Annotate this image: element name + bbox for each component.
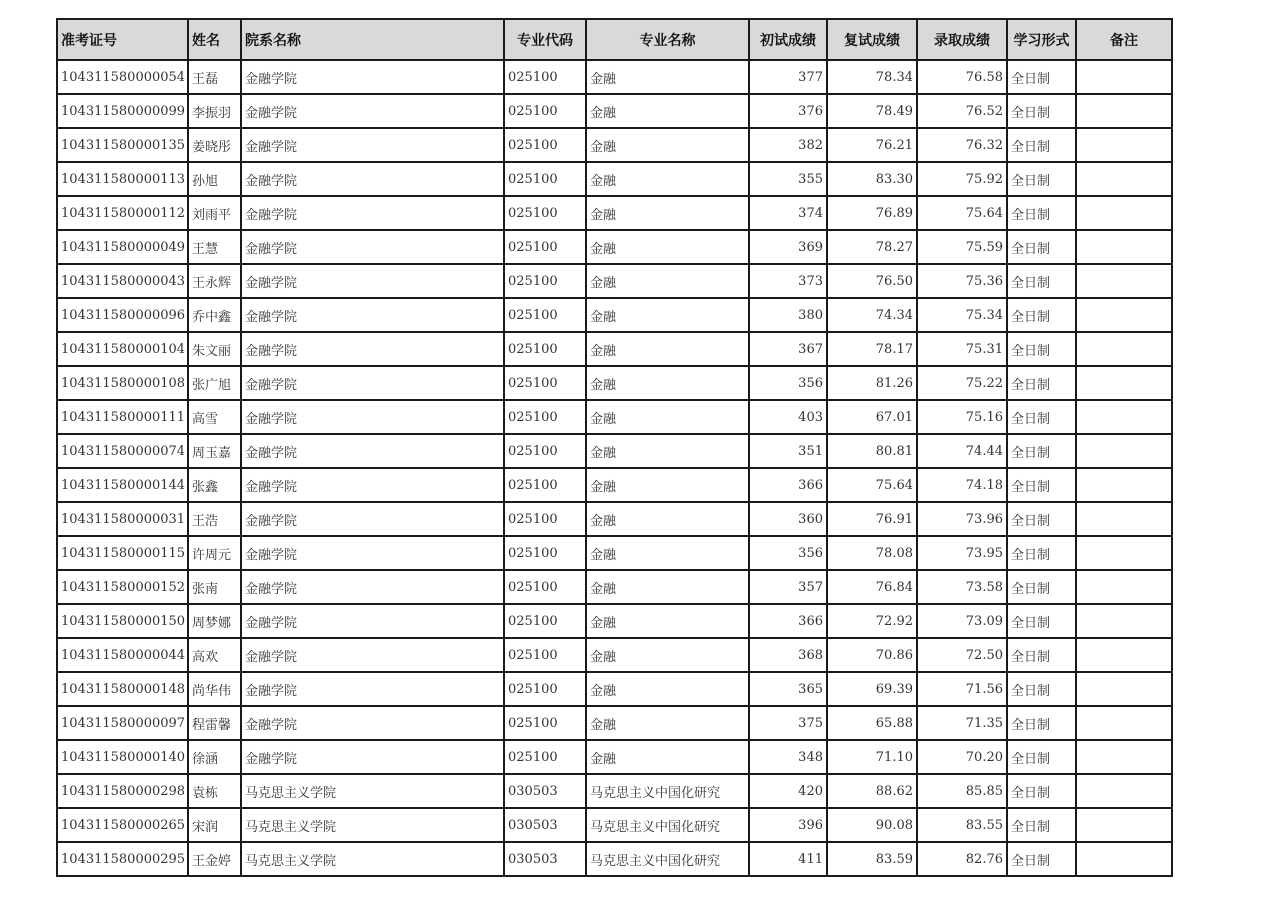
cell-retest-score: 83.30 <box>827 162 917 196</box>
cell-notes <box>1076 434 1172 468</box>
table-row <box>57 740 1172 774</box>
cell-initial-score: 377 <box>749 60 827 94</box>
cell-major-name: 金融 <box>586 706 749 740</box>
cell-study-mode: 全日制 <box>1007 706 1076 740</box>
cell-notes <box>1076 570 1172 604</box>
cell-initial-score: 376 <box>749 94 827 128</box>
cell-major-code: 025100 <box>504 536 586 570</box>
cell-retest-score: 71.10 <box>827 740 917 774</box>
cell-exam-id: 104311580000096 <box>57 298 188 332</box>
cell-major-code: 025100 <box>504 298 586 332</box>
table-row <box>57 502 1172 536</box>
cell-department: 金融学院 <box>241 230 504 264</box>
cell-department: 金融学院 <box>241 60 504 94</box>
cell-name: 张南 <box>188 570 241 604</box>
cell-department: 马克思主义学院 <box>241 774 504 808</box>
cell-notes <box>1076 94 1172 128</box>
cell-department: 马克思主义学院 <box>241 808 504 842</box>
cell-study-mode: 全日制 <box>1007 298 1076 332</box>
cell-department: 金融学院 <box>241 638 504 672</box>
header-major-code: 专业代码 <box>504 19 586 60</box>
table-row <box>57 842 1172 876</box>
header-study-mode: 学习形式 <box>1007 19 1076 60</box>
cell-initial-score: 356 <box>749 536 827 570</box>
cell-admission-score: 85.85 <box>917 774 1007 808</box>
cell-study-mode: 全日制 <box>1007 366 1076 400</box>
cell-exam-id: 104311580000097 <box>57 706 188 740</box>
cell-notes <box>1076 638 1172 672</box>
cell-major-name: 马克思主义中国化研究 <box>586 808 749 842</box>
cell-retest-score: 67.01 <box>827 400 917 434</box>
header-initial-score: 初试成绩 <box>749 19 827 60</box>
cell-department: 金融学院 <box>241 298 504 332</box>
cell-major-code: 025100 <box>504 400 586 434</box>
cell-name: 王永辉 <box>188 264 241 298</box>
cell-retest-score: 70.86 <box>827 638 917 672</box>
cell-admission-score: 73.96 <box>917 502 1007 536</box>
table-row <box>57 774 1172 808</box>
cell-retest-score: 81.26 <box>827 366 917 400</box>
cell-name: 王慧 <box>188 230 241 264</box>
cell-retest-score: 69.39 <box>827 672 917 706</box>
cell-major-name: 金融 <box>586 638 749 672</box>
cell-major-code: 025100 <box>504 94 586 128</box>
cell-retest-score: 65.88 <box>827 706 917 740</box>
cell-major-name: 金融 <box>586 298 749 332</box>
cell-notes <box>1076 298 1172 332</box>
cell-admission-score: 74.44 <box>917 434 1007 468</box>
cell-department: 金融学院 <box>241 706 504 740</box>
table-row <box>57 196 1172 230</box>
cell-initial-score: 367 <box>749 332 827 366</box>
cell-admission-score: 75.22 <box>917 366 1007 400</box>
cell-name: 王浩 <box>188 502 241 536</box>
cell-exam-id: 104311580000044 <box>57 638 188 672</box>
cell-initial-score: 366 <box>749 604 827 638</box>
table-row <box>57 400 1172 434</box>
cell-name: 王金婷 <box>188 842 241 876</box>
cell-study-mode: 全日制 <box>1007 570 1076 604</box>
cell-study-mode: 全日制 <box>1007 332 1076 366</box>
cell-study-mode: 全日制 <box>1007 672 1076 706</box>
cell-admission-score: 83.55 <box>917 808 1007 842</box>
cell-name: 乔中鑫 <box>188 298 241 332</box>
cell-admission-score: 75.36 <box>917 264 1007 298</box>
cell-department: 金融学院 <box>241 536 504 570</box>
cell-exam-id: 104311580000031 <box>57 502 188 536</box>
cell-retest-score: 76.84 <box>827 570 917 604</box>
cell-name: 高欢 <box>188 638 241 672</box>
cell-admission-score: 76.58 <box>917 60 1007 94</box>
cell-retest-score: 72.92 <box>827 604 917 638</box>
cell-admission-score: 82.76 <box>917 842 1007 876</box>
cell-retest-score: 90.08 <box>827 808 917 842</box>
cell-retest-score: 78.49 <box>827 94 917 128</box>
cell-department: 金融学院 <box>241 468 504 502</box>
cell-notes <box>1076 672 1172 706</box>
cell-study-mode: 全日制 <box>1007 264 1076 298</box>
cell-exam-id: 104311580000298 <box>57 774 188 808</box>
cell-study-mode: 全日制 <box>1007 842 1076 876</box>
cell-study-mode: 全日制 <box>1007 740 1076 774</box>
table-row <box>57 808 1172 842</box>
cell-name: 周玉嘉 <box>188 434 241 468</box>
cell-exam-id: 104311580000144 <box>57 468 188 502</box>
cell-major-code: 025100 <box>504 434 586 468</box>
cell-department: 金融学院 <box>241 400 504 434</box>
cell-major-name: 金融 <box>586 536 749 570</box>
cell-department: 金融学院 <box>241 332 504 366</box>
table-row <box>57 536 1172 570</box>
cell-retest-score: 76.89 <box>827 196 917 230</box>
cell-major-code: 025100 <box>504 740 586 774</box>
cell-major-code: 025100 <box>504 672 586 706</box>
cell-study-mode: 全日制 <box>1007 128 1076 162</box>
cell-admission-score: 74.18 <box>917 468 1007 502</box>
cell-notes <box>1076 128 1172 162</box>
cell-major-name: 金融 <box>586 434 749 468</box>
cell-name: 李振羽 <box>188 94 241 128</box>
cell-major-name: 金融 <box>586 60 749 94</box>
cell-initial-score: 374 <box>749 196 827 230</box>
cell-notes <box>1076 332 1172 366</box>
table-row <box>57 298 1172 332</box>
admission-score-table <box>56 18 1173 877</box>
cell-exam-id: 104311580000111 <box>57 400 188 434</box>
cell-initial-score: 369 <box>749 230 827 264</box>
cell-name: 许周元 <box>188 536 241 570</box>
cell-exam-id: 104311580000112 <box>57 196 188 230</box>
cell-initial-score: 382 <box>749 128 827 162</box>
cell-retest-score: 78.34 <box>827 60 917 94</box>
cell-study-mode: 全日制 <box>1007 604 1076 638</box>
cell-admission-score: 72.50 <box>917 638 1007 672</box>
cell-exam-id: 104311580000295 <box>57 842 188 876</box>
table-row <box>57 264 1172 298</box>
cell-name: 尚华伟 <box>188 672 241 706</box>
table-row <box>57 128 1172 162</box>
cell-exam-id: 104311580000152 <box>57 570 188 604</box>
cell-major-name: 金融 <box>586 604 749 638</box>
cell-exam-id: 104311580000049 <box>57 230 188 264</box>
cell-notes <box>1076 706 1172 740</box>
table-row <box>57 332 1172 366</box>
cell-name: 孙旭 <box>188 162 241 196</box>
cell-notes <box>1076 502 1172 536</box>
cell-notes <box>1076 366 1172 400</box>
header-exam-id: 准考证号 <box>57 19 188 60</box>
cell-name: 朱文丽 <box>188 332 241 366</box>
cell-exam-id: 104311580000140 <box>57 740 188 774</box>
cell-name: 宋润 <box>188 808 241 842</box>
cell-department: 金融学院 <box>241 94 504 128</box>
cell-admission-score: 71.56 <box>917 672 1007 706</box>
table-row <box>57 60 1172 94</box>
cell-retest-score: 78.27 <box>827 230 917 264</box>
cell-initial-score: 403 <box>749 400 827 434</box>
table-row <box>57 366 1172 400</box>
cell-major-code: 025100 <box>504 366 586 400</box>
cell-name: 刘雨平 <box>188 196 241 230</box>
table-row <box>57 638 1172 672</box>
cell-exam-id: 104311580000135 <box>57 128 188 162</box>
cell-name: 徐涵 <box>188 740 241 774</box>
header-department: 院系名称 <box>241 19 504 60</box>
cell-name: 高雪 <box>188 400 241 434</box>
cell-admission-score: 70.20 <box>917 740 1007 774</box>
cell-admission-score: 75.31 <box>917 332 1007 366</box>
cell-major-code: 025100 <box>504 604 586 638</box>
cell-major-code: 025100 <box>504 196 586 230</box>
cell-department: 金融学院 <box>241 434 504 468</box>
cell-study-mode: 全日制 <box>1007 638 1076 672</box>
cell-notes <box>1076 842 1172 876</box>
cell-notes <box>1076 162 1172 196</box>
cell-notes <box>1076 196 1172 230</box>
cell-exam-id: 104311580000113 <box>57 162 188 196</box>
cell-notes <box>1076 468 1172 502</box>
header-notes: 备注 <box>1076 19 1172 60</box>
cell-notes <box>1076 400 1172 434</box>
cell-major-code: 025100 <box>504 60 586 94</box>
header-major-name: 专业名称 <box>586 19 749 60</box>
cell-retest-score: 78.08 <box>827 536 917 570</box>
table-row <box>57 94 1172 128</box>
cell-name: 姜晓彤 <box>188 128 241 162</box>
cell-initial-score: 373 <box>749 264 827 298</box>
cell-exam-id: 104311580000148 <box>57 672 188 706</box>
cell-major-code: 025100 <box>504 706 586 740</box>
cell-notes <box>1076 740 1172 774</box>
cell-initial-score: 356 <box>749 366 827 400</box>
cell-exam-id: 104311580000104 <box>57 332 188 366</box>
cell-initial-score: 355 <box>749 162 827 196</box>
cell-notes <box>1076 808 1172 842</box>
cell-study-mode: 全日制 <box>1007 162 1076 196</box>
cell-admission-score: 75.34 <box>917 298 1007 332</box>
cell-study-mode: 全日制 <box>1007 808 1076 842</box>
cell-initial-score: 366 <box>749 468 827 502</box>
cell-major-name: 金融 <box>586 366 749 400</box>
cell-name: 张鑫 <box>188 468 241 502</box>
header-row <box>57 19 1172 60</box>
cell-retest-score: 74.34 <box>827 298 917 332</box>
cell-study-mode: 全日制 <box>1007 536 1076 570</box>
cell-major-name: 马克思主义中国化研究 <box>586 842 749 876</box>
cell-admission-score: 73.95 <box>917 536 1007 570</box>
cell-retest-score: 76.50 <box>827 264 917 298</box>
cell-major-name: 金融 <box>586 128 749 162</box>
cell-notes <box>1076 264 1172 298</box>
cell-study-mode: 全日制 <box>1007 468 1076 502</box>
cell-study-mode: 全日制 <box>1007 230 1076 264</box>
cell-major-code: 030503 <box>504 808 586 842</box>
cell-retest-score: 76.91 <box>827 502 917 536</box>
cell-notes <box>1076 774 1172 808</box>
cell-retest-score: 76.21 <box>827 128 917 162</box>
cell-initial-score: 420 <box>749 774 827 808</box>
cell-major-name: 马克思主义中国化研究 <box>586 774 749 808</box>
cell-major-code: 030503 <box>504 842 586 876</box>
cell-major-name: 金融 <box>586 400 749 434</box>
cell-major-name: 金融 <box>586 332 749 366</box>
table-row <box>57 468 1172 502</box>
cell-admission-score: 75.64 <box>917 196 1007 230</box>
cell-major-name: 金融 <box>586 264 749 298</box>
cell-department: 金融学院 <box>241 672 504 706</box>
cell-exam-id: 104311580000074 <box>57 434 188 468</box>
cell-retest-score: 88.62 <box>827 774 917 808</box>
cell-department: 金融学院 <box>241 196 504 230</box>
header-name: 姓名 <box>188 19 241 60</box>
cell-name: 袁栋 <box>188 774 241 808</box>
cell-notes <box>1076 60 1172 94</box>
header-retest-score: 复试成绩 <box>827 19 917 60</box>
cell-study-mode: 全日制 <box>1007 502 1076 536</box>
cell-exam-id: 104311580000099 <box>57 94 188 128</box>
table-row <box>57 434 1172 468</box>
cell-initial-score: 348 <box>749 740 827 774</box>
cell-major-code: 025100 <box>504 128 586 162</box>
cell-department: 金融学院 <box>241 740 504 774</box>
cell-initial-score: 360 <box>749 502 827 536</box>
cell-notes <box>1076 604 1172 638</box>
cell-initial-score: 375 <box>749 706 827 740</box>
cell-admission-score: 71.35 <box>917 706 1007 740</box>
cell-initial-score: 365 <box>749 672 827 706</box>
cell-admission-score: 73.09 <box>917 604 1007 638</box>
cell-department: 金融学院 <box>241 264 504 298</box>
cell-major-name: 金融 <box>586 502 749 536</box>
table-row <box>57 604 1172 638</box>
cell-major-name: 金融 <box>586 196 749 230</box>
cell-name: 张广旭 <box>188 366 241 400</box>
cell-department: 金融学院 <box>241 128 504 162</box>
cell-admission-score: 75.92 <box>917 162 1007 196</box>
cell-initial-score: 411 <box>749 842 827 876</box>
cell-department: 金融学院 <box>241 162 504 196</box>
cell-initial-score: 357 <box>749 570 827 604</box>
cell-notes <box>1076 536 1172 570</box>
cell-name: 周梦娜 <box>188 604 241 638</box>
cell-study-mode: 全日制 <box>1007 774 1076 808</box>
cell-major-name: 金融 <box>586 672 749 706</box>
cell-initial-score: 368 <box>749 638 827 672</box>
cell-admission-score: 73.58 <box>917 570 1007 604</box>
cell-major-code: 025100 <box>504 502 586 536</box>
cell-major-code: 025100 <box>504 570 586 604</box>
cell-exam-id: 104311580000115 <box>57 536 188 570</box>
cell-notes <box>1076 230 1172 264</box>
cell-major-code: 025100 <box>504 230 586 264</box>
cell-department: 马克思主义学院 <box>241 842 504 876</box>
cell-exam-id: 104311580000150 <box>57 604 188 638</box>
cell-name: 王磊 <box>188 60 241 94</box>
cell-retest-score: 83.59 <box>827 842 917 876</box>
cell-major-name: 金融 <box>586 94 749 128</box>
cell-admission-score: 76.52 <box>917 94 1007 128</box>
cell-exam-id: 104311580000108 <box>57 366 188 400</box>
cell-retest-score: 78.17 <box>827 332 917 366</box>
cell-study-mode: 全日制 <box>1007 434 1076 468</box>
cell-major-name: 金融 <box>586 230 749 264</box>
cell-study-mode: 全日制 <box>1007 60 1076 94</box>
cell-admission-score: 76.32 <box>917 128 1007 162</box>
cell-exam-id: 104311580000265 <box>57 808 188 842</box>
table-row <box>57 706 1172 740</box>
cell-study-mode: 全日制 <box>1007 400 1076 434</box>
cell-major-name: 金融 <box>586 468 749 502</box>
cell-initial-score: 351 <box>749 434 827 468</box>
cell-major-name: 金融 <box>586 570 749 604</box>
cell-major-code: 025100 <box>504 162 586 196</box>
cell-retest-score: 80.81 <box>827 434 917 468</box>
cell-department: 金融学院 <box>241 570 504 604</box>
cell-name: 程雷馨 <box>188 706 241 740</box>
cell-admission-score: 75.59 <box>917 230 1007 264</box>
cell-major-code: 030503 <box>504 774 586 808</box>
table-row <box>57 162 1172 196</box>
header-admission-score: 录取成绩 <box>917 19 1007 60</box>
cell-initial-score: 396 <box>749 808 827 842</box>
cell-exam-id: 104311580000043 <box>57 264 188 298</box>
cell-department: 金融学院 <box>241 604 504 638</box>
cell-major-code: 025100 <box>504 468 586 502</box>
cell-admission-score: 75.16 <box>917 400 1007 434</box>
table-row <box>57 672 1172 706</box>
cell-major-name: 金融 <box>586 740 749 774</box>
cell-major-name: 金融 <box>586 162 749 196</box>
cell-study-mode: 全日制 <box>1007 196 1076 230</box>
table-row <box>57 570 1172 604</box>
table-row <box>57 230 1172 264</box>
cell-exam-id: 104311580000054 <box>57 60 188 94</box>
cell-major-code: 025100 <box>504 638 586 672</box>
cell-department: 金融学院 <box>241 366 504 400</box>
cell-retest-score: 75.64 <box>827 468 917 502</box>
cell-major-code: 025100 <box>504 264 586 298</box>
cell-initial-score: 380 <box>749 298 827 332</box>
cell-department: 金融学院 <box>241 502 504 536</box>
cell-study-mode: 全日制 <box>1007 94 1076 128</box>
cell-major-code: 025100 <box>504 332 586 366</box>
